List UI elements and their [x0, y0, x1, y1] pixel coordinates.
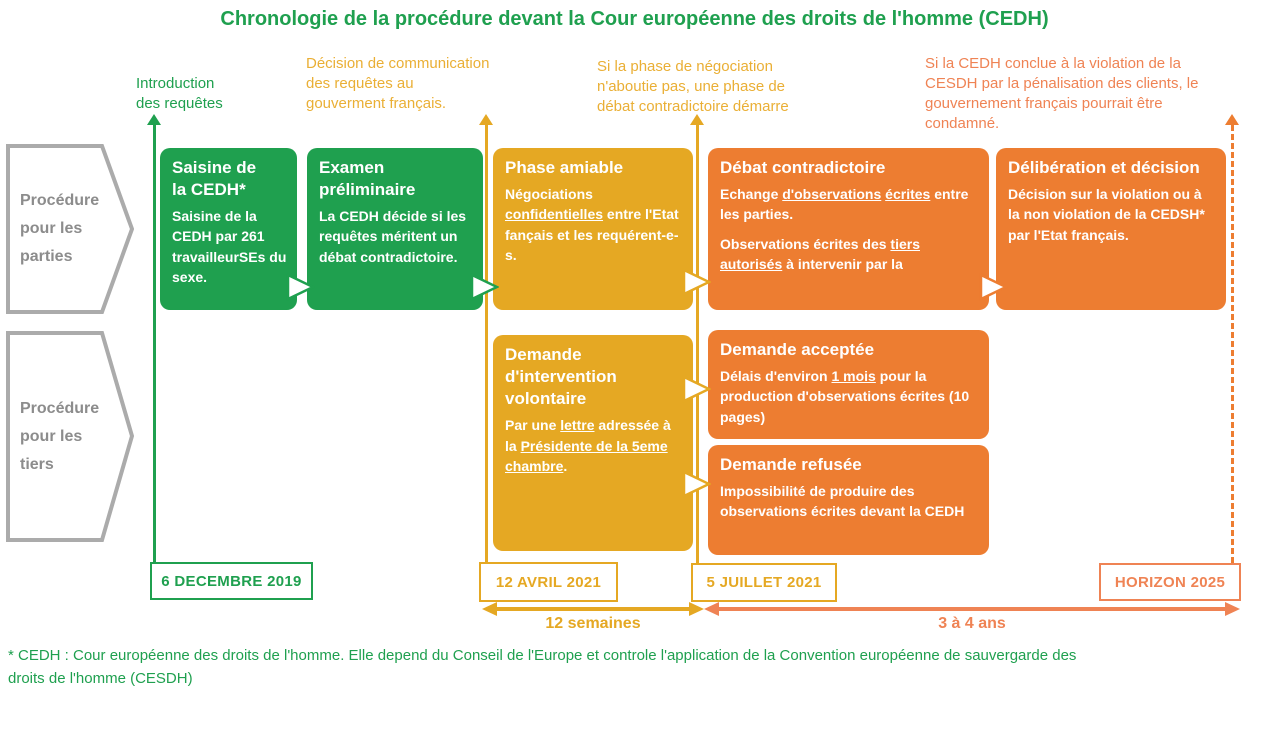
- box-title: Demande acceptée: [720, 340, 875, 359]
- diagram-title: Chronologie de la procédure devant la Cour européenne des droits de l'homme (CEDH): [220, 8, 1049, 30]
- box-title: Demande refusée: [720, 455, 862, 474]
- date-box-12-avril-2021: 12 AVRIL 2021: [479, 562, 618, 602]
- date-box-horizon-2025: HORIZON 2025: [1099, 563, 1241, 601]
- box-demande-acceptee: [708, 330, 989, 439]
- box-body: Impossibilité de produire des observations écrites devant la CEDH: [720, 483, 965, 520]
- right-arrow-icon: [285, 273, 315, 301]
- date-box-6-decembre-2019: 6 DECEMBRE 2019: [150, 562, 313, 600]
- up-arrow-icon: [479, 114, 493, 125]
- timeline-line-horizon-2025-dashed: [1231, 125, 1234, 563]
- right-arrow-icon: [681, 470, 711, 498]
- lane-parties: [6, 144, 134, 314]
- box-body: Par une lettre adressée à la Présidente de la 5eme chambre.: [505, 417, 671, 474]
- up-arrow-icon: [690, 114, 704, 125]
- timeline-line-avril-2021: [485, 125, 488, 563]
- duration-12-semaines: 12 semaines: [545, 615, 641, 632]
- up-arrow-icon: [147, 114, 161, 125]
- box-body: Décision sur la violation ou à la non violation de la CEDSH* par l'Etat français.: [1008, 186, 1205, 243]
- footnote: * CEDH : Cour européenne des droits de l'homme. Elle depend du Conseil de l'Europe et controle l'application de la Convention européenne de sauvergarde des droits de l'homme (CESDH): [8, 647, 1077, 687]
- box-title: Saisine de la CEDH*: [172, 158, 257, 200]
- annotation-violation: Si la CEDH conclue à la violation de la CESDH par la pénalisation des clients, le gouvernement français pourrait être condamné.: [925, 55, 1199, 132]
- box-deliberation-decision: [996, 148, 1226, 310]
- box-phase-amiable: [493, 148, 693, 310]
- box-body: Négociations confidentielles entre l'Etat fançais et les requérent-e-s.: [505, 186, 679, 263]
- box-demande-intervention: [493, 335, 693, 551]
- right-arrow-icon: [978, 273, 1008, 301]
- box-title: Délibération et décision: [1008, 158, 1200, 177]
- box-demande-refusee: [708, 445, 989, 555]
- box-body: Echange d'observations écrites entre les parties.: [720, 186, 969, 223]
- lane-tiers-label: Procédure pour les tiers: [20, 399, 100, 473]
- lane-tiers: [6, 331, 134, 542]
- box-body: Observations écrites des tiers autorisés à intervenir par la: [720, 235, 920, 272]
- box-title: Examen préliminaire: [319, 158, 416, 200]
- right-arrow-icon: [681, 375, 711, 403]
- box-title: Phase amiable: [505, 158, 624, 177]
- timeline-line-december-2019: [153, 125, 156, 563]
- right-arrow-icon: [681, 268, 711, 296]
- duration-3-a-4-ans: 3 à 4 ans: [938, 615, 1006, 632]
- box-body: Saisine de la CEDH par 261 travailleurSEs du sexe.: [172, 208, 287, 286]
- box-body: Délais d'environ 1 mois pour la production d'observations écrites (10 pages): [720, 368, 970, 425]
- box-examen: [307, 148, 483, 310]
- box-title: Débat contradictoire: [720, 158, 886, 177]
- annotation-introduction: Introduction des requêtes: [136, 75, 223, 112]
- annotation-communication: Décision de communication des requêtes au gouverment français.: [306, 55, 490, 112]
- box-title: Demande d'intervention volontaire: [505, 345, 617, 409]
- date-box-5-juillet-2021: 5 JUILLET 2021: [691, 563, 837, 602]
- box-body: La CEDH décide si les requêtes méritent un débat contradictoire.: [319, 208, 467, 265]
- up-arrow-icon: [1225, 114, 1239, 125]
- annotation-negociation: Si la phase de négociation n'aboutie pas, une phase de débat contradictoire démarre: [597, 58, 789, 115]
- box-saisine: [160, 148, 297, 310]
- lane-parties-label: Procédure pour les parties: [20, 192, 100, 265]
- right-arrow-icon: [469, 273, 499, 301]
- box-debat-contradictoire: [708, 148, 989, 310]
